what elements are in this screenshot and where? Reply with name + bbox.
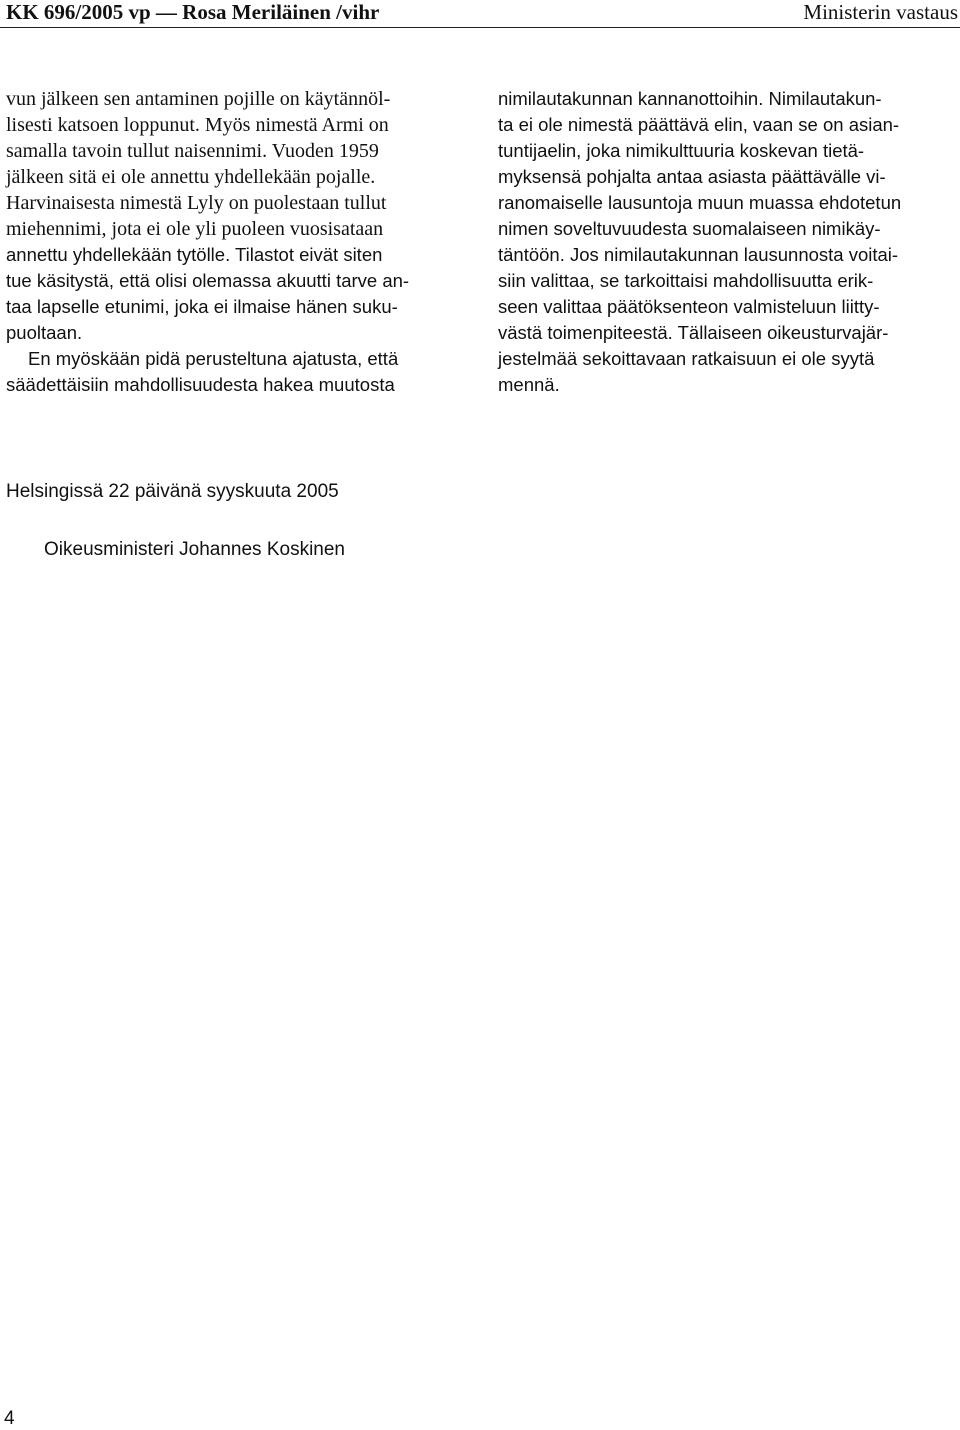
text-line: puoltaan. — [6, 322, 83, 343]
text-line: västä toimenpiteestä. Tällaiseen oikeusturvajär- — [498, 322, 889, 343]
right-text-column — [498, 86, 958, 416]
text-line: ta ei ole nimestä päättävä elin, vaan se on asian- — [498, 114, 900, 135]
text-line: tuntijaelin, joka nimikulttuuria koskevan tietä- — [498, 140, 865, 161]
text-line: taa lapselle etunimi, joka ei ilmaise hänen suku- — [6, 296, 398, 317]
text-line: siin valittaa, se tarkoittaisi mahdollisuutta erik- — [498, 270, 874, 291]
text-line: samalla tavoin tullut naisennimi. Vuoden 1959 — [6, 140, 379, 162]
text-line: säädettäisiin mahdollisuudesta hakea muutosta — [6, 374, 395, 395]
document-reference: KK 696/2005 vp — Rosa Meriläinen /vihr — [6, 0, 380, 24]
text-line: vun jälkeen sen antaminen pojille on käytännöl- — [6, 88, 391, 110]
text-line: täntöön. Jos nimilautakunnan lausunnosta voitai- — [498, 244, 899, 265]
text-line: jälkeen sitä ei ole annettu yhdellekään pojalle. — [6, 166, 376, 188]
text-line: myksensä pohjalta antaa asiasta päättävälle vi- — [498, 166, 886, 187]
place-and-date: Helsingissä 22 päivänä syyskuuta 2005 — [6, 481, 339, 502]
text-line: ranomaiselle lausuntoja muun muassa ehdotetun — [498, 192, 902, 213]
page-header — [0, 0, 960, 28]
text-line: nimen soveltuvuudesta suomalaiseen nimikäy- — [498, 218, 881, 239]
text-line: mennä. — [498, 374, 560, 395]
left-text-column — [6, 86, 466, 416]
text-line: seen valittaa päätöksenteon valmisteluun liitty- — [498, 296, 880, 317]
text-line: nimilautakunnan kannanottoihin. Nimilautakun- — [498, 88, 882, 109]
header-divider — [0, 27, 960, 28]
page-number: 4 — [4, 1408, 15, 1429]
text-line: En myöskään pidä perusteltuna ajatusta, että — [28, 348, 399, 369]
signer-name: Oikeusministeri Johannes Koskinen — [44, 539, 345, 560]
text-line: annettu yhdellekään tytölle. Tilastot eivät siten — [6, 244, 383, 265]
section-title: Ministerin vastaus — [803, 0, 958, 24]
text-line: Harvinaisesta nimestä Lyly on puolestaan tullut — [6, 192, 387, 214]
text-line: tue käsitystä, että olisi olemassa akuutti tarve an- — [6, 270, 410, 291]
text-line: miehennimi, jota ei ole yli puoleen vuosisataan — [6, 218, 384, 240]
text-line: jestelmää sekoittavaan ratkaisuun ei ole syytä — [498, 348, 875, 369]
text-line: lisesti katsoen loppunut. Myös nimestä Armi on — [6, 114, 389, 136]
